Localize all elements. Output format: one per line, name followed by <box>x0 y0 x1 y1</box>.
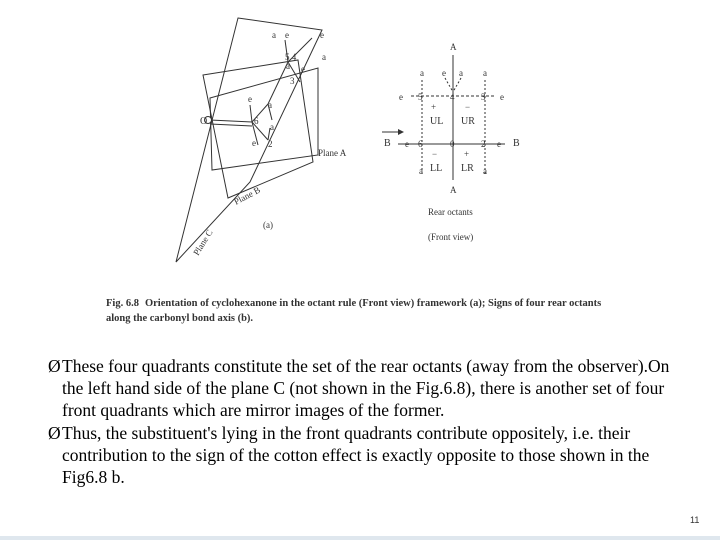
bullet-item <box>48 422 688 489</box>
caption-front-view: (Front view) <box>428 232 474 242</box>
arrow-bullet-icon: Ø <box>48 356 61 376</box>
part-a-labels <box>191 30 347 257</box>
label-plane-b: Plane B <box>232 184 262 207</box>
label-B-left: B <box>384 138 391 149</box>
label-plus-lr: + <box>464 149 470 159</box>
label-e-r2: e <box>497 139 501 149</box>
label-minus-ll: − <box>432 149 438 159</box>
label-A-bottom: A <box>450 185 457 195</box>
plane-c <box>176 18 322 262</box>
label-a-top2: a <box>322 52 326 62</box>
label-6-b: 6 <box>418 139 423 149</box>
bullet-item <box>48 355 688 422</box>
bottom-bar <box>0 536 720 540</box>
page-number: 11 <box>690 515 700 525</box>
figure-caption <box>106 296 626 326</box>
label-e-l1: e <box>399 92 403 102</box>
label-LR: LR <box>461 163 474 174</box>
label-a-low: a <box>270 122 274 132</box>
figure-caption-text: Orientation of cyclohexanone in the octant rule (Front view) framework (a); Signs of four rear octants along the carbonyl bond axis (b). <box>106 298 602 324</box>
label-e-top2: e <box>320 30 324 40</box>
label-e-left: e <box>248 94 252 104</box>
label-B-right: B <box>513 138 520 149</box>
bullet-list <box>48 355 688 488</box>
label-a-top-2: a <box>459 68 463 78</box>
label-sublabel-a: (a) <box>263 220 273 230</box>
label-a-mid: a <box>286 61 290 71</box>
label-e-top1: e <box>285 30 289 40</box>
label-e-r1: e <box>500 92 504 102</box>
label-UL: UL <box>430 116 444 127</box>
label-a-top-3: a <box>483 68 487 78</box>
label-a-br: a <box>483 166 487 176</box>
part-a-diagram <box>176 18 322 262</box>
label-2-b: 2 <box>481 139 486 149</box>
label-plane-a: Plane A <box>318 148 347 158</box>
label-a-left: a <box>268 100 272 110</box>
label-UR: UR <box>461 116 475 127</box>
figure-caption-label: Fig. 6.8 <box>106 298 139 309</box>
label-minus-ur: − <box>465 102 471 112</box>
arrow-bullet-icon: Ø <box>48 422 61 443</box>
label-6: 6 <box>254 116 259 126</box>
bullet-text: Thus, the substituent's lying in the front quadrants contribute oppositely, i.e. their contribution to the sign of the cotton effect is exactly opposite to those shown in the Fig6.8 b. <box>62 422 650 488</box>
label-plus-ul: + <box>431 102 437 112</box>
label-A-top: A <box>450 42 457 52</box>
label-e-mid: e <box>301 64 305 74</box>
ring-bond-2 <box>268 62 288 104</box>
label-LL: LL <box>430 163 443 174</box>
part-b-labels <box>384 42 520 242</box>
label-e-top: e <box>442 68 446 78</box>
label-a-bl: a <box>419 166 423 176</box>
label-2: 2 <box>268 139 273 149</box>
label-3: 3 <box>290 76 295 86</box>
label-54: 5 4 <box>285 52 297 62</box>
label-a-top-1: a <box>420 68 424 78</box>
label-e-l2: e <box>405 139 409 149</box>
label-plane-c: Plane C <box>191 227 215 258</box>
bullet-text: These four quadrants constitute the set of the rear octants (away from the observer).On the left hand side of the plane C (not shown in the Fig.6.8), there is another set of four front quadrants which are mirror images of the former. <box>62 356 670 421</box>
label-e-low: e <box>252 138 256 148</box>
label-a-top1: a <box>272 30 276 40</box>
carbonyl-axis <box>210 120 252 122</box>
label-3-b: 3 <box>481 92 486 102</box>
caption-rear-octants: Rear octants <box>428 207 473 217</box>
label-0: 0 <box>450 139 455 149</box>
label-4: 4 <box>450 92 455 102</box>
label-O: O <box>200 116 208 127</box>
label-5: 5 <box>418 92 423 102</box>
